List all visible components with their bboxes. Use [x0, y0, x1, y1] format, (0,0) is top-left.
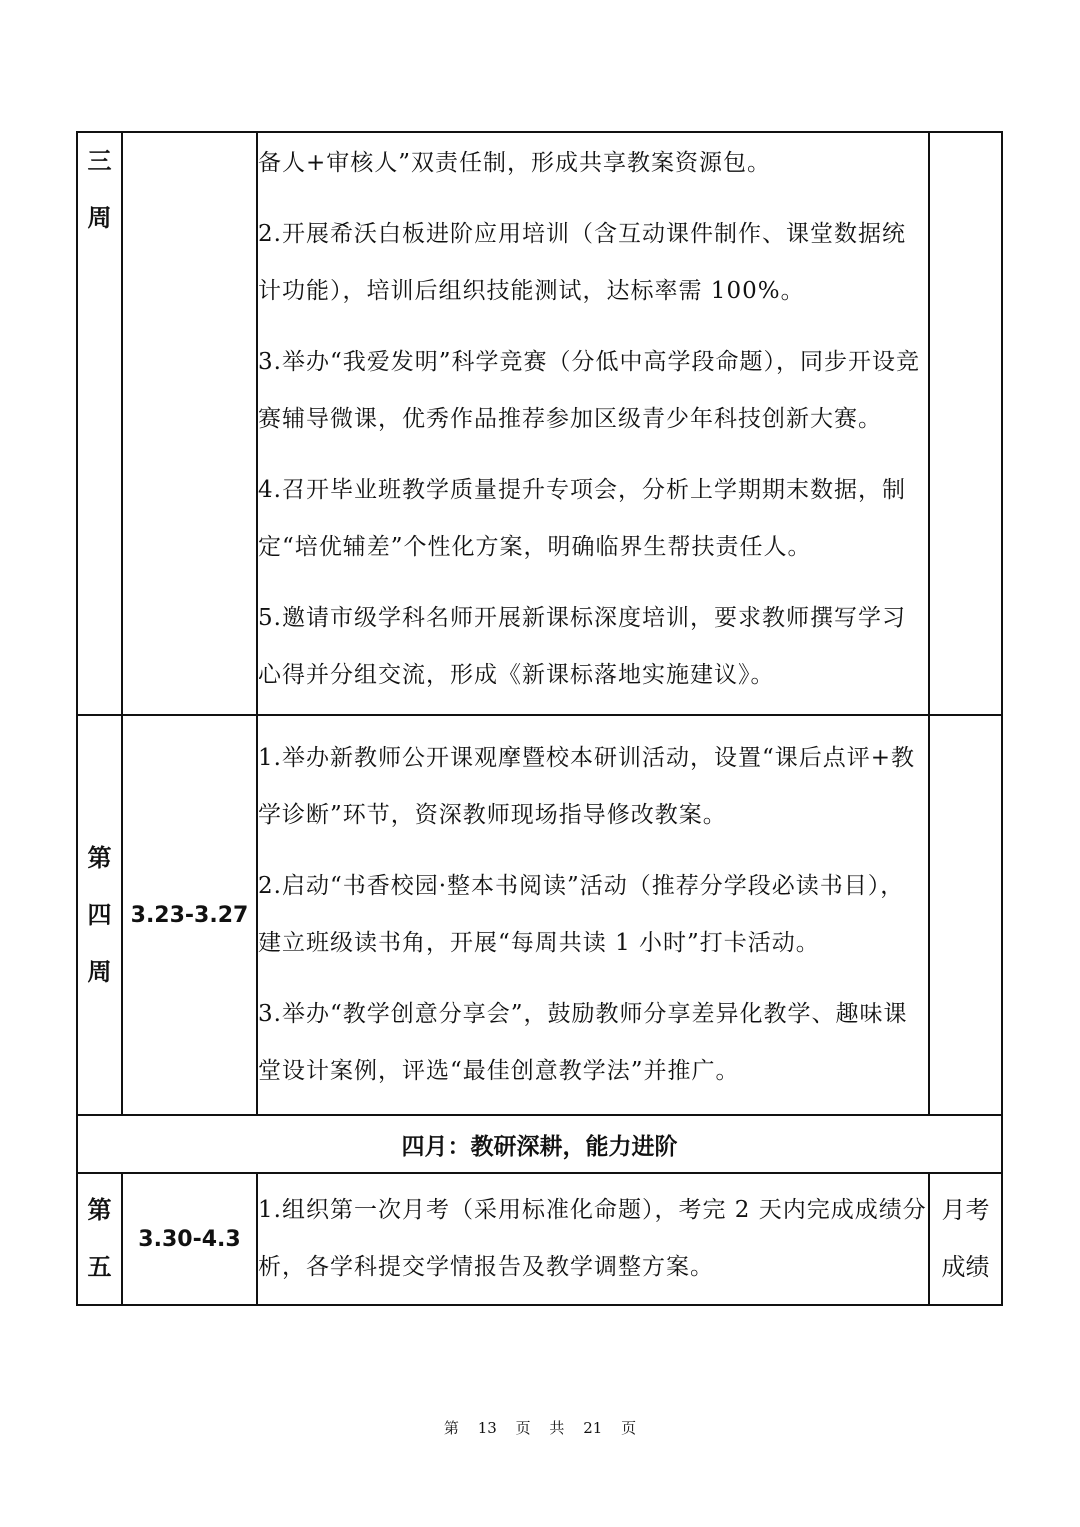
week-char: 周 [87, 957, 112, 986]
week-char: 三 [87, 147, 112, 175]
list-item: 2.开展希沃白板进阶应用培训（含互动课件制作、课堂数据统计功能），培训后组织技能测试，达标率需 100%。 [258, 221, 906, 304]
week-char: 周 [87, 204, 112, 232]
dates-cell: 3.23-3.27 [122, 715, 257, 1115]
note-cell [929, 132, 1002, 715]
footer-page-label: 页 [515, 1419, 531, 1437]
list-item: 5.邀请市级学科名师开展新课标深度培训，要求教师撰写学习心得并分组交流，形成《新课标落地实施建议》。 [258, 605, 906, 688]
page-total: 21 [583, 1419, 603, 1437]
content-cell [257, 715, 929, 1115]
page-footer [0, 1417, 1080, 1438]
list-item: 2.启动“书香校园·整本书阅读”活动（推荐分学段必读书目），建立班级读书角，开展“每周共读 1 小时”打卡活动。 [258, 873, 905, 956]
list-item: 1.组织第一次月考（采用标准化命题），考完 2 天内完成成绩分析，各学科提交学情报告及教学调整方案。 [258, 1197, 927, 1280]
list-item: 1.举办新教师公开课观摩暨校本研训活动，设置“课后点评+教学诊断”环节，资深教师现场指导修改教案。 [258, 745, 915, 828]
note-text: 成绩 [941, 1253, 990, 1281]
dates-cell: 3.30-4.3 [122, 1173, 257, 1305]
week-char: 第 [87, 843, 112, 872]
week-cell [77, 132, 122, 715]
note-cell [929, 715, 1002, 1115]
list-item: 备人+审核人”双责任制，形成共享教案资源包。 [258, 150, 772, 176]
section-row [77, 1115, 1002, 1173]
week-char: 第 [87, 1196, 112, 1224]
week-cell [77, 715, 122, 1115]
note-cell [929, 1173, 1002, 1305]
section-title: 四月：教研深耕，能力进阶 [77, 1115, 1002, 1173]
table-row [77, 1173, 1002, 1305]
dates-cell [122, 132, 257, 715]
footer-total-label: 共 [549, 1419, 565, 1437]
plan-table [76, 131, 1003, 1306]
week-char: 四 [87, 900, 112, 929]
list-item: 4.召开毕业班教学质量提升专项会，分析上学期期末数据，制定“培优辅差”个性化方案，明确临界生帮扶责任人。 [258, 477, 906, 560]
footer-suffix: 页 [621, 1419, 637, 1437]
week-cell [77, 1173, 122, 1305]
table-row [77, 715, 1002, 1115]
content-cell [257, 132, 929, 715]
content-cell [257, 1173, 929, 1305]
page-number: 13 [477, 1419, 497, 1437]
list-item: 3.举办“教学创意分享会”，鼓励教师分享差异化教学、趣味课堂设计案例，评选“最佳创意教学法”并推广。 [258, 1001, 908, 1084]
week-char: 五 [87, 1253, 112, 1281]
footer-prefix: 第 [443, 1419, 459, 1437]
table-row [77, 132, 1002, 715]
note-text: 月考 [941, 1196, 990, 1224]
list-item: 3.举办“我爱发明”科学竞赛（分低中高学段命题），同步开设竞赛辅导微课，优秀作品推荐参加区级青少年科技创新大赛。 [258, 349, 920, 432]
